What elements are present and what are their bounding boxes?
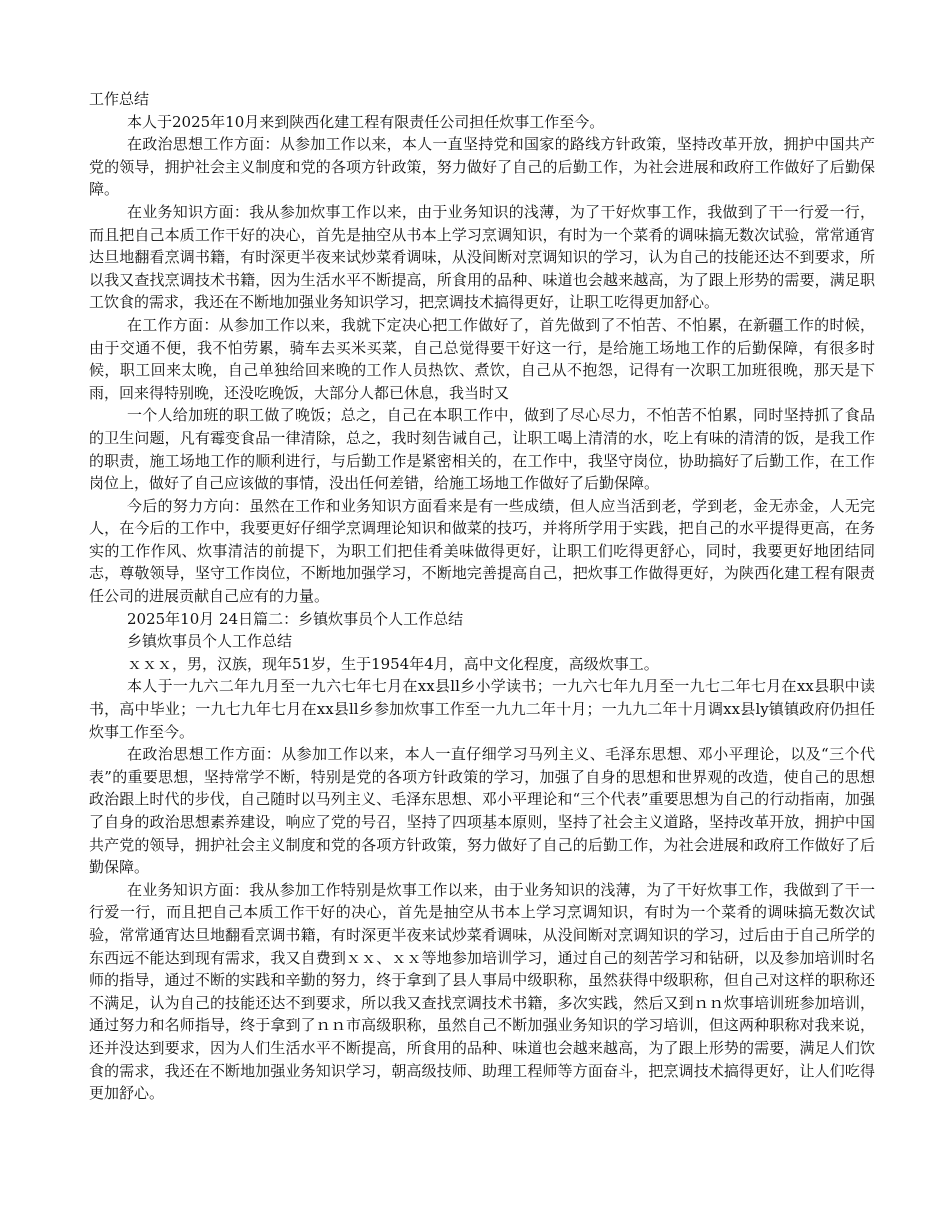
paragraph: 一个人给加班的职工做了晚饭；总之，自己在本职工作中，做到了尽心尽力，不怕苦不怕累，同时坚持抓了食品的卫生问题，凡有霉变食品一律清除，总之，我时刻告诫自己，让职工喝上清清的水，吃上有味的清清的饭，是我工作的职责，施工场地工作的顺利进行，与后勤工作是紧密相关的，在工作中，我坚守岗位，协助搞好了后勤工作，在工作岗位上，做好了自己应该做的事情，没出任何差错，给施工场地工作做好了后勤保障。	[89, 406, 875, 493]
paragraph: 在业务知识方面：我从参加炊事工作以来，由于业务知识的浅薄，为了干好炊事工作，我做到了干一行爱一行，而且把自己本质工作干好的决心，首先是抽空从书本上学习烹调知识，有时为一个菜肴的调味搞无数次试验，常常通宵达旦地翻看烹调书籍，有时深更半夜来试炒菜肴调味，从没间断对烹调知识的学习，认为自己的技能还达不到要求，所以我又查找烹调技术书籍，因为生活水平不断提高，所食用的品种、味道也会越来越高，为了跟上形势的需要，满足职工饮食的需求，我还在不断地加强业务知识学习，把烹调技术搞得更好，让职工吃得更加舒心。	[89, 202, 875, 312]
section-subtitle: 乡镇炊事员个人工作总结	[127, 632, 293, 651]
document-title: 工作总结	[89, 90, 150, 108]
paragraph: ｘｘｘ，男，汉族，现年51岁，生于1954年4月，高中文化程度，高级炊事工。	[127, 654, 659, 673]
section-heading: 2025年10月 24日篇二：乡镇炊事员个人工作总结	[127, 609, 464, 628]
paragraph: 在政治思想工作方面：从参加工作以来，本人一直坚持党和国家的路线方针政策，坚持改革开放，拥护中国共产党的领导，拥护社会主义制度和党的各项方针政策，努力做好了自己的后勤工作，为社会进展和政府工作做好了后勤保障。	[89, 135, 875, 199]
paragraph: 本人于2025年10月来到陕西化建工程有限责任公司担任炊事工作至今。	[127, 112, 605, 131]
paragraph: 今后的努力方向：虽然在工作和业务知识方面看来是有一些成绩，但人应当活到老，学到老，金无赤金，人无完人，在今后的工作中，我要更好仔细学烹调理论知识和做菜的技巧，并将所学用于实践，把自己的水平提得更高，在务实的工作作风、炊事清洁的前提下，为职工们把佳肴美味做得更好，让职工们吃得更舒心，同时，我要更好地团结同志，尊敬领导，坚守工作岗位，不断地加强学习，不断地完善提高自己，把炊事工作做得更好，为陕西化建工程有限责任公司的进展贡献自己应有的力量。	[89, 496, 875, 606]
paragraph: 在业务知识方面：我从参加工作特别是炊事工作以来，由于业务知识的浅薄，为了干好炊事工作，我做到了干一行爱一行，而且把自己本质工作干好的决心，首先是抽空从书本上学习烹调知识，有时为一个菜肴的调味搞无数次试验，常常通宵达旦地翻看烹调书籍，有时深更半夜来试炒菜肴调味，从没间断对烹调知识的学习，过后由于自己所学的东西远不能达到现有需求，我又自费到ｘｘ、ｘｘ等地参加培训学习，通过自己的刻苦学习和钻研，以及参加培训时名师的指导，通过不断的实践和辛勤的努力，终于拿到了县人事局中级职称，虽然获得中级职称，但自己对这样的职称还不满足，认为自己的技能还达不到要求，所以我又查找烹调技术书籍，多次实践，然后又到ｎｎ炊事培训班参加培训，通过努力和名师指导，终于拿到了ｎｎ市高级职称，虽然自己不断加强业务知识的学习培训，但这两种职称对我来说，还并没达到要求，因为人们生活水平不断提高，所食用的品种、味道也会越来越高，为了跟上形势的需要，满足人们饮食的需求，我还在不断地加强业务知识学习，朝高级技师、助理工程师等方面奋斗，把烹调技术搞得更好，让人们吃得更加舒心。	[89, 880, 875, 1103]
document-body	[89, 88, 875, 1105]
paragraph: 在工作方面：从参加工作以来，我就下定决心把工作做好了，首先做到了不怕苦、不怕累，在新疆工作的时候，由于交通不便，我不怕劳累，骑车去买米买菜，自己总觉得要干好这一行，是给施工场地工作的后勤保障，有很多时候，职工回来太晚，自己单独给回来晚的工作人员热饮、煮饮，自己从不抱怨，记得有一次职工加班很晚，那天是下雨，回来得特别晚，还没吃晚饭，大部分人都已休息，我当时又	[89, 315, 875, 402]
paragraph: 在政治思想工作方面：从参加工作以来，本人一直仔细学习马列主义、毛泽东思想、邓小平理论，以及“三个代表”的重要思想，坚持常学不断，特别是党的各项方针政策的学习，加强了自身的思想和世界观的改造，使自己的思想政治跟上时代的步伐，自己随时以马列主义、毛泽东思想、邓小平理论和“三个代表”重要思想为自己的行动指南，加强了自身的政治思想素养建设，响应了党的号召，坚持了四项基本原则，坚持了社会主义道路，坚持改革开放，拥护中国共产党的领导，拥护社会主义制度和党的各项方针政策，努力做好了自己的后勤工作，为社会进展和政府工作做好了后勤保障。	[89, 745, 875, 877]
paragraph: 本人于一九六二年九月至一九六七年七月在xx县ll乡小学读书；一九六七年九月至一九七二年七月在xx县职中读书，高中毕业；一九七九年七月在xx县ll乡参加炊事工作至一九九二年十月；一九九二年十月调xx县ly镇镇政府仍担任炊事工作至今。	[89, 677, 875, 741]
